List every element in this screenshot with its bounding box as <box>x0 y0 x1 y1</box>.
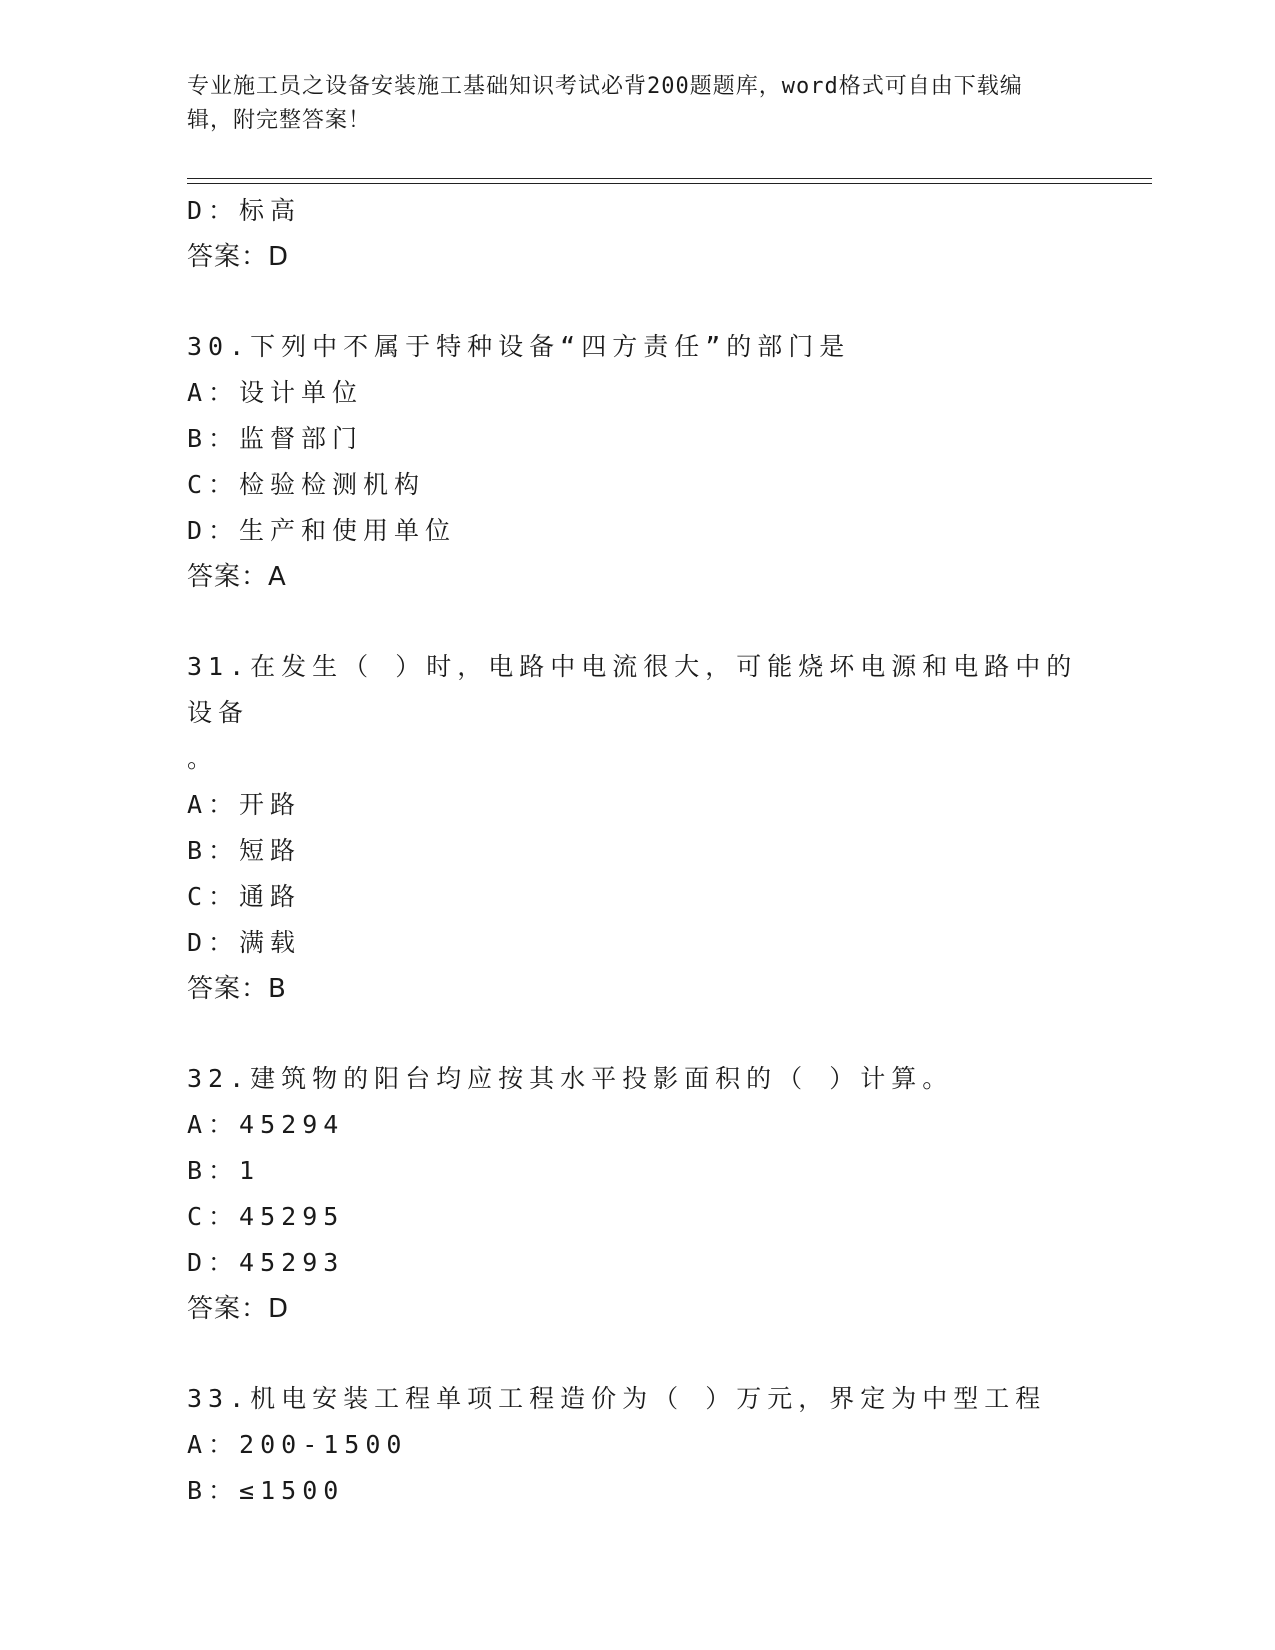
option-line: B：≤1500 <box>187 1476 345 1505</box>
option-line: D：标高 <box>187 196 302 225</box>
question-stem-text: 32.建筑物的阳台均应按其水平投影面积的（ ）计算。 <box>187 1064 954 1093</box>
answer-line: 答案：D <box>187 1294 290 1324</box>
question-block <box>187 644 1087 1012</box>
option-line: A：45294 <box>187 1110 345 1139</box>
option-line: D：生产和使用单位 <box>187 516 457 545</box>
option-line: B：短路 <box>187 836 302 865</box>
header-rule-top <box>187 178 1152 179</box>
question-block <box>187 1376 1087 1514</box>
question-list <box>187 188 1087 1514</box>
option-line: B：监督部门 <box>187 424 364 453</box>
question-stem-text: 31.在发生（ ）时，电路中电流很大，可能烧坏电源和电路中的设备 <box>187 652 1078 727</box>
question-stem <box>187 324 1087 370</box>
option-line: D：满载 <box>187 928 302 957</box>
option-line: C：检验检测机构 <box>187 470 426 499</box>
question-stem-tail: 。 <box>187 744 219 773</box>
option-line: C：45295 <box>187 1202 345 1231</box>
question-stem-text: 30.下列中不属于特种设备“四方责任”的部门是 <box>187 332 851 361</box>
document-title: 专业施工员之设备安装施工基础知识考试必背200题题库，word格式可自由下载编辑，附完整答案！ <box>187 74 1023 133</box>
option-line: A：开路 <box>187 790 302 819</box>
option-line: C：通路 <box>187 882 302 911</box>
answer-line: 答案：D <box>187 242 290 272</box>
question-stem-text: 33.机电安装工程单项工程造价为（ ）万元，界定为中型工程 <box>187 1384 1047 1413</box>
header-rule-bottom <box>187 183 1152 184</box>
option-line: D：45293 <box>187 1248 345 1277</box>
question-stem <box>187 1376 1087 1422</box>
question-block <box>187 324 1087 600</box>
option-line: B：1 <box>187 1156 261 1185</box>
answer-line: 答案：A <box>187 562 287 592</box>
document-header <box>187 70 1067 138</box>
question-stem <box>187 644 1087 782</box>
question-block <box>187 1056 1087 1332</box>
question-stem <box>187 1056 1087 1102</box>
option-line: A：200-1500 <box>187 1430 408 1459</box>
carryover-block <box>187 188 1087 280</box>
answer-line: 答案：B <box>187 974 287 1004</box>
option-line: A：设计单位 <box>187 378 364 407</box>
